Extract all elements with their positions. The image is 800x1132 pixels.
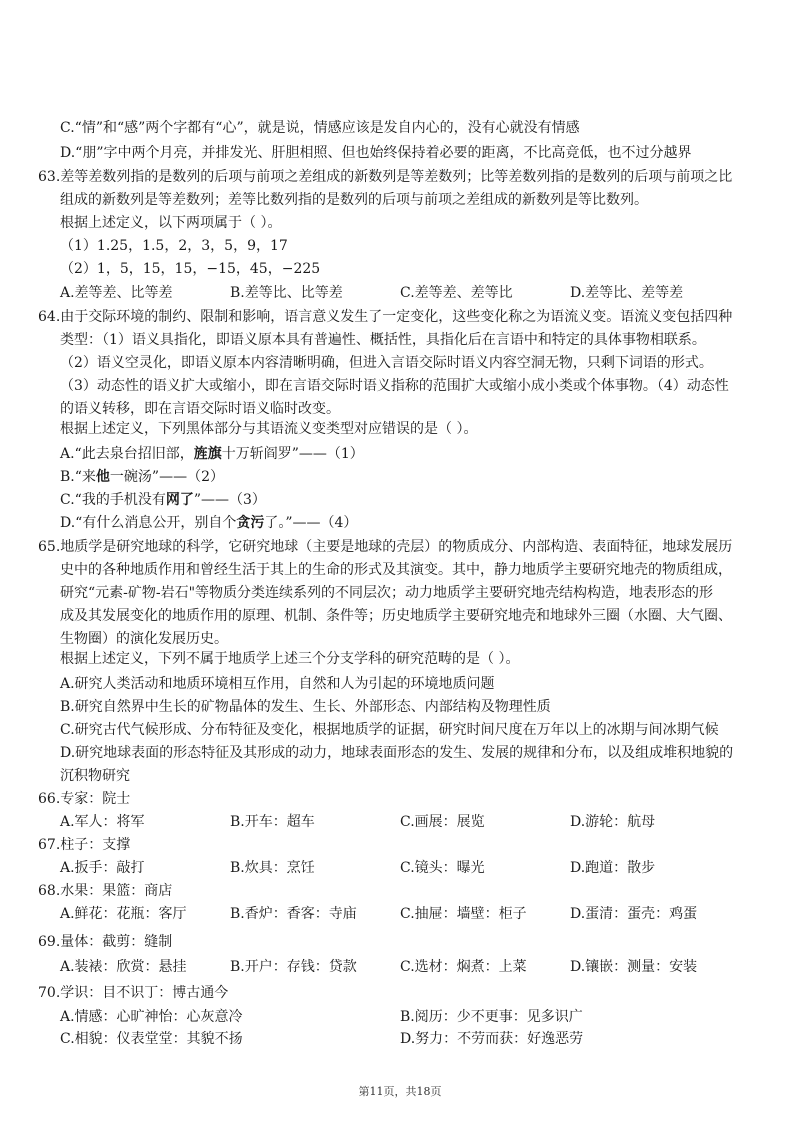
q69-stem: 69.量体：截剪：缝制 [38,934,173,950]
q70-option-a[interactable]: A.情感：心旷神怡：心灰意冷 [60,1009,243,1025]
q66-option-b[interactable]: B.开车：超车 [230,814,315,830]
q63-option-c[interactable]: C.差等差、差等比 [400,285,513,301]
page-number: 第11页，共18页 [358,1085,442,1098]
q63-sequence-2: （2）1，5，15，15，−15，45，−225 [60,261,321,277]
q65-option-c[interactable]: C.研究古代气候形成、分布特征及变化，根据地质学的证据，研究时间尺度在万年以上的冰期与间冰期气候 [60,722,719,738]
q64-stem-line4: （3）动态性的语义扩大或缩小，即在言语交际时语义指称的范围扩大或缩小成小类或个体事物。（4）动态性 [60,378,729,394]
q63-option-d[interactable]: D.差等比、差等差 [570,285,684,301]
q68-option-b[interactable]: B.香炉：香客：寺庙 [230,906,357,922]
q63-stem-line2: 组成的新数列是等差数列；差等比数列指的是数列的后项与前项之差组成的新数列是等比数列。 [60,192,648,208]
q64-stem-line2: 类型：（1）语义具指化，即语义原本具有普遍性、概括性，具指化后在言语中和特定的具体事物相联系。 [60,332,706,348]
q65-stem-line2: 史中的各种地质作用和曾经生活于其上的生命的形式及其演变。其中，静力地质学主要研究地壳的物质组成， [60,562,732,578]
q64-question: 根据上述定义，下列黑体部分与其语流义变类型对应错误的是（ ）。 [60,421,478,437]
q65-stem-line3: 研究“元素-矿物-岩石"等物质分类连续系列的不同层次；动力地质学主要研究地壳结构构造，地表形态的形 [60,585,714,601]
q69-option-c[interactable]: C.选材：焖煮：上菜 [400,959,527,975]
q68-stem: 68.水果：果篮：商店 [38,883,173,899]
q64-option-c[interactable]: C.“我的手机没有网了”——（3） [60,492,266,508]
q70-options-row1 [60,1007,760,1027]
q67-stem: 67.柱子：支撑 [38,837,131,853]
q67-option-b[interactable]: B.炊具：烹饪 [230,860,315,876]
q69-option-d[interactable]: D.镶嵌：测量：安装 [570,959,698,975]
q68-option-a[interactable]: A.鲜花：花瓶：客厅 [60,906,187,922]
q67-option-c[interactable]: C.镜头：曝光 [400,860,485,876]
q67-option-d[interactable]: D.跑道：散步 [570,860,656,876]
q64-stem-line1: 64.由于交际环境的制约、限制和影响，语言意义发生了一定变化，这些变化称之为语流义变。语流义变包括四种 [38,309,733,325]
q63-options [60,283,760,303]
q70-options-row2 [60,1029,760,1049]
q65-question: 根据上述定义，下列不属于地质学上述三个分支学科的研究范畴的是（ ）。 [60,651,520,667]
q64-option-a[interactable]: A.“此去泉台招旧部，旌旗十万斩阎罗”——（1） [60,446,364,462]
q65-stem-line1: 65.地质学是研究地球的科学，它研究地球（主要是地球的壳层）的物质成分、内部构造、表面特征，地球发展历 [38,539,733,555]
q63-option-a[interactable]: A.差等差、比等差 [60,285,173,301]
q70-option-d[interactable]: D.努力：不劳而获：好逸恶劳 [400,1031,584,1047]
q68-option-c[interactable]: C.抽屉：墙壁：柜子 [400,906,527,922]
q64-option-d[interactable]: D.“有什么消息公开，别自个贪污了。”——（4） [60,515,358,531]
q63-sequence-1: （1）1.25，1.5，2，3，5，9，17 [60,238,288,254]
q63-option-b[interactable]: B.差等比、比等差 [230,285,343,301]
q69-option-a[interactable]: A.装裱：欣赏：悬挂 [60,959,187,975]
q65-option-d-line2: 沉积物研究 [60,768,130,784]
q69-options [60,957,760,977]
q68-options [60,904,760,924]
q63-stem-line1: 63.差等差数列指的是数列的后项与前项之差组成的新数列是等差数列；比等差数列指的是数列的后项与前项之比 [38,169,733,185]
q65-option-a[interactable]: A.研究人类活动和地质环境相互作用，自然和人为引起的环境地质问题 [60,676,495,692]
q67-option-a[interactable]: A.扳手：敲打 [60,860,145,876]
q66-stem: 66.专家：院士 [38,791,131,807]
q64-stem-line3: （2）语义空灵化，即语义原本内容清晰明确，但进入言语交际时语义内容空洞无物，只剩下词语的形式。 [60,355,713,371]
q65-stem-line4: 成及其发展变化的地质作用的原理、机制、条件等；历史地质学主要研究地壳和地球外三圈（水圈、大气圈、 [60,608,732,624]
q66-option-c[interactable]: C.画展：展览 [400,814,485,830]
q64-stem-line5: 的语义转移，即在言语交际时语义临时改变。 [60,401,340,417]
q69-option-b[interactable]: B.开户：存钱：贷款 [230,959,357,975]
q66-options [60,812,760,832]
q67-options [60,858,760,878]
q65-option-b[interactable]: B.研究自然界中生长的矿物晶体的发生、生长、外部形态、内部结构及物理性质 [60,699,551,715]
q70-stem: 70.学识：目不识丁：博古通今 [38,985,229,1001]
q70-option-c[interactable]: C.相貌：仪表堂堂：其貌不扬 [60,1031,243,1047]
q62-option-d: D.“朋”字中两个月亮，并排发光、肝胆相照、但也始终保持着必要的距离，不比高竞低，也不过分越界 [60,145,692,161]
q62-option-c: C.“情”和“感”两个字都有“心”，就是说，情感应该是发自内心的，没有心就没有情感 [60,120,580,136]
q63-question: 根据上述定义，以下两项属于（ ）。 [60,215,282,231]
q65-option-d-line1[interactable]: D.研究地球表面的形态特征及其形成的动力，地球表面形态的发生、发展的规律和分布，以及组成堆积地貌的 [60,745,734,761]
q66-option-a[interactable]: A.军人：将军 [60,814,145,830]
q65-stem-line5: 生物圈）的演化发展历史。 [60,631,228,647]
q66-option-d[interactable]: D.游轮：航母 [570,814,656,830]
q68-option-d[interactable]: D.蛋清：蛋壳：鸡蛋 [570,906,698,922]
q70-option-b[interactable]: B.阅历：少不更事：见多识广 [400,1009,583,1025]
q64-option-b[interactable]: B.“来他一碗汤”——（2） [60,469,224,485]
